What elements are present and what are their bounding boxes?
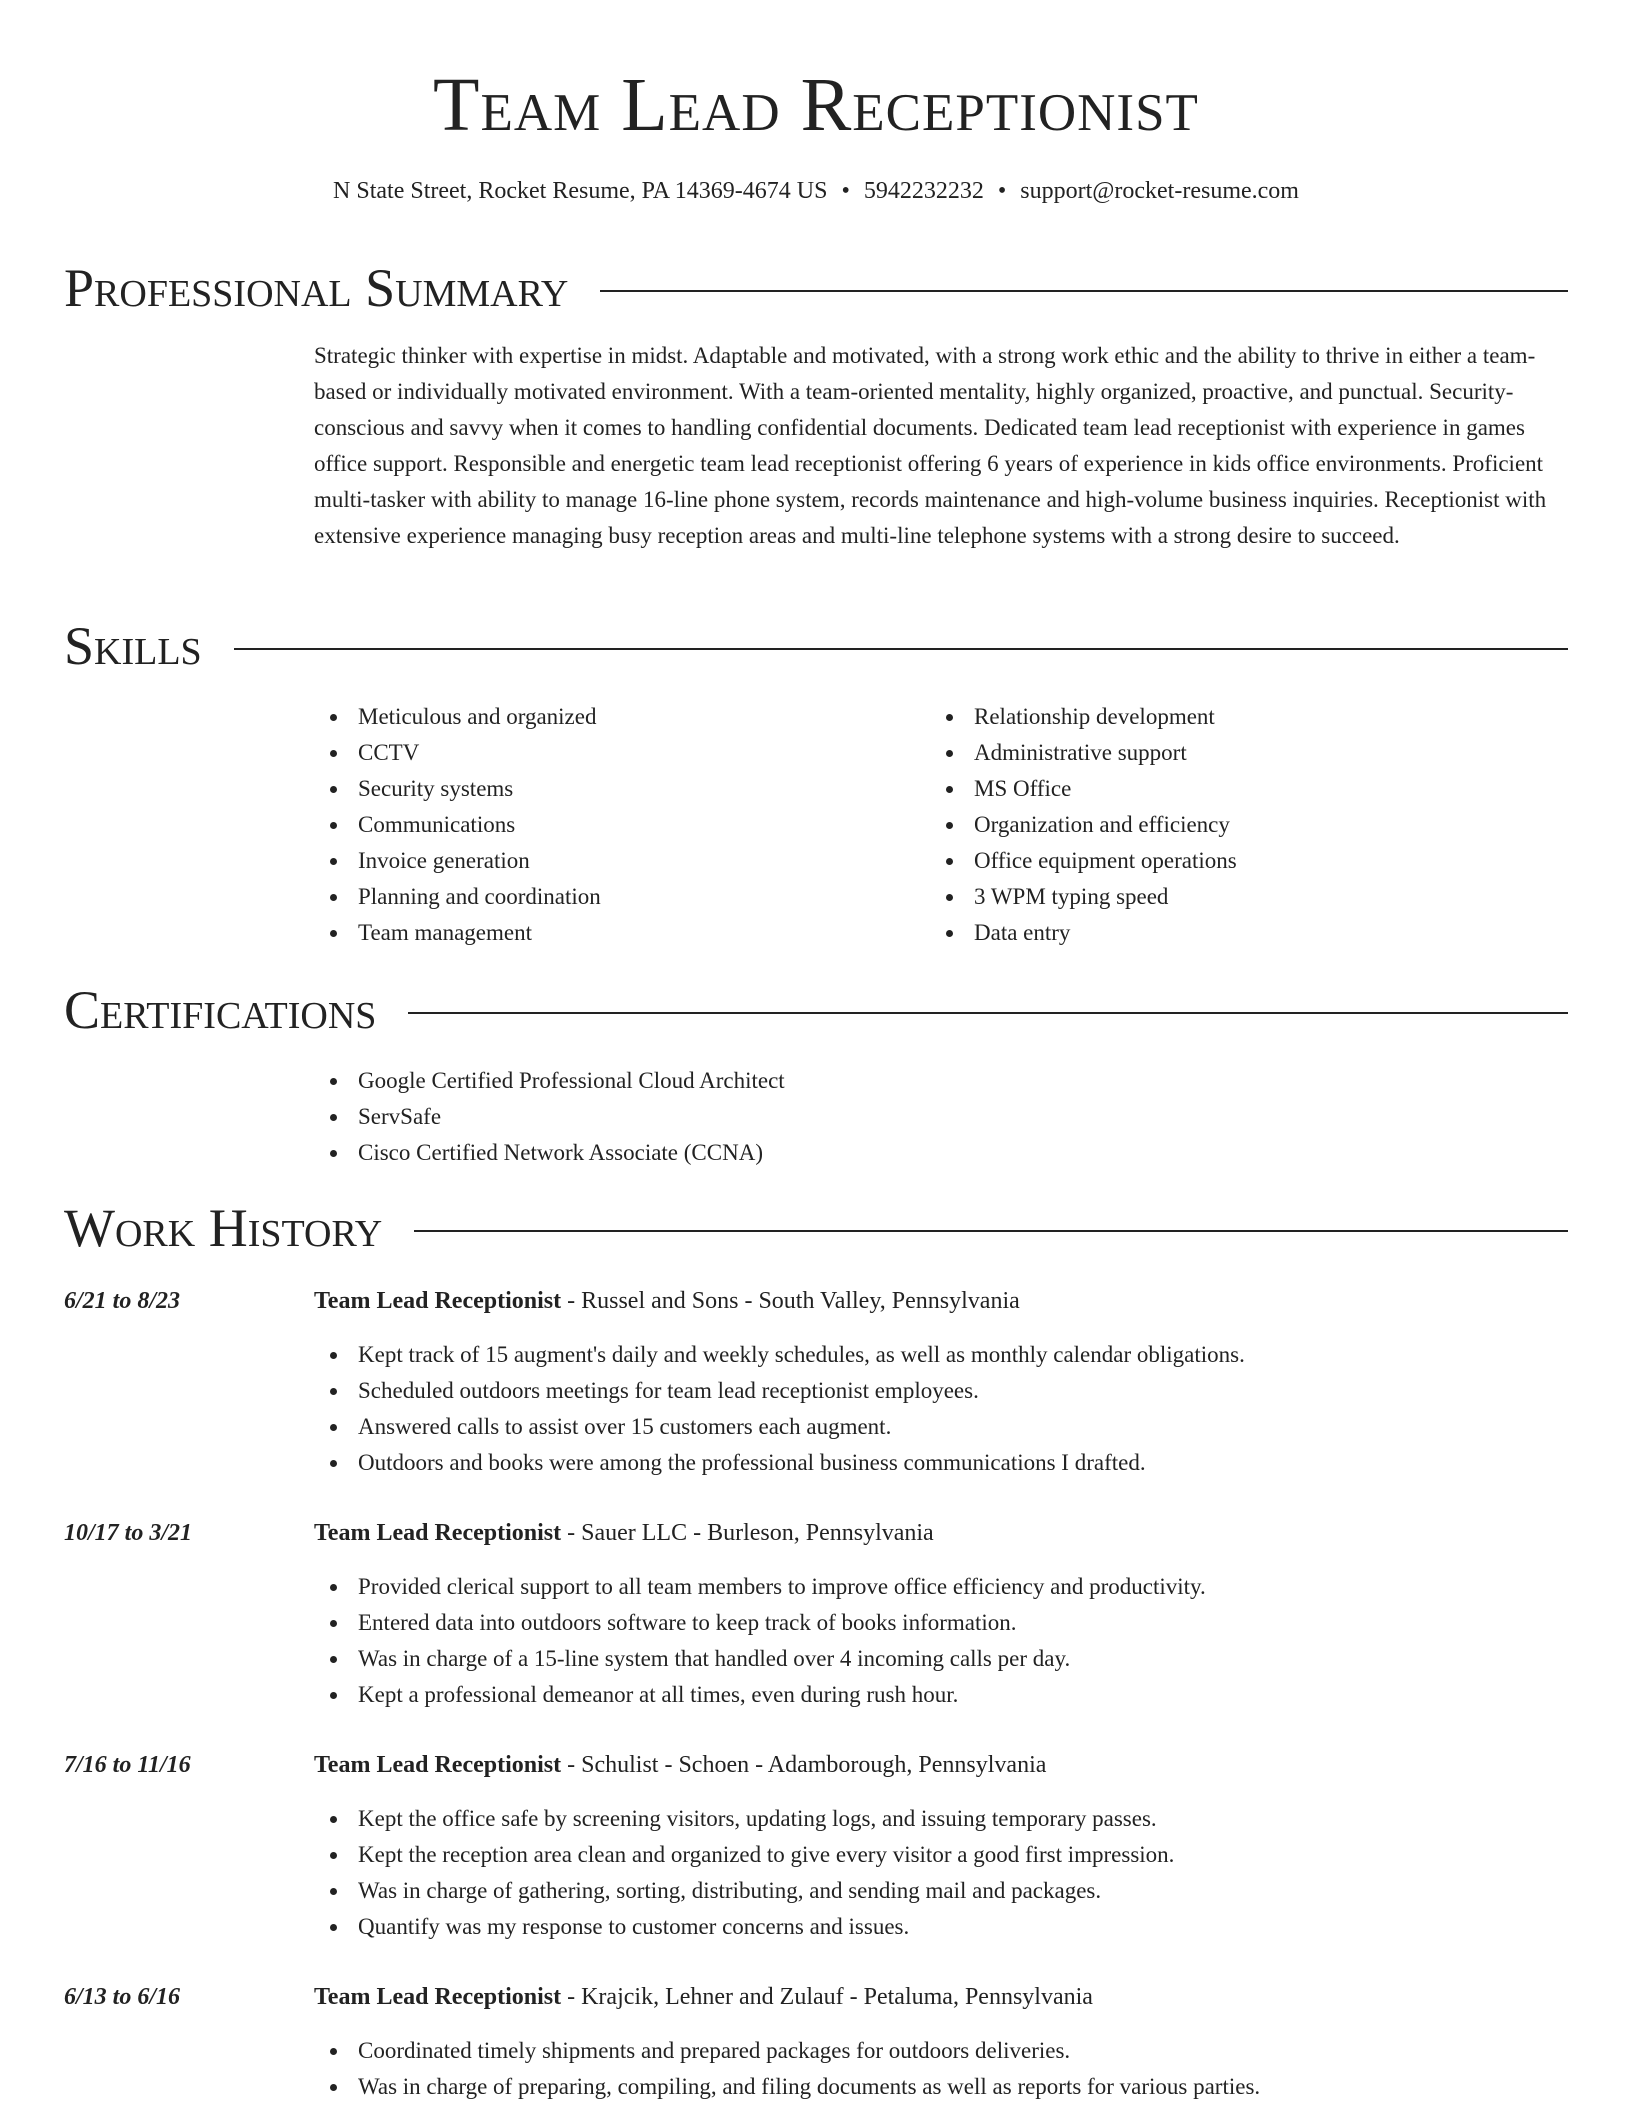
summary-text: Strategic thinker with expertise in midst. Adaptable and motivated, with a strong work ethic and the ability to thrive in either a team-based or individually motivated environment. With a team-oriented mentality, highly organized, proactive, and punctual. Security-conscious and savvy when it comes to handling confidential documents. Dedicated team lead receptionist with experience in games office support. Responsible and energetic team lead receptionist offering 6 years of experience in kids office environments. Proficient multi-tasker with ability to manage 16-line phone system, records maintenance and high-volume business inquiries. Receptionist with extensive experience managing busy reception areas and multi-line telephone systems with a strong desire to succeed. [314,343,1547,548]
job-bullets [314,1569,1206,1713]
contact-line [0,176,1632,206]
skill-item: Invoice generation [314,843,601,879]
job-header [314,1283,1020,1319]
work-history-section-header [64,1196,1568,1260]
job-bullets [314,1337,1245,1481]
skill-item: CCTV [314,735,601,771]
job-bullet: Kept track of 15 augment's daily and weekly schedules, as well as monthly calendar obligations. [314,1337,1245,1373]
skills-list-right [930,699,1237,951]
skill-item: 3 WPM typing speed [930,879,1237,915]
job-company-location: - Schulist - Schoen - Adamborough, Pennsylvania [561,1752,1047,1778]
job-bullets [314,1801,1174,1945]
job-header [314,1979,1093,2015]
job-header [314,1515,934,1551]
resume-name: Team Lead Receptionist [433,63,1199,147]
job-bullet: Kept a professional demeanor at all times, even during rush hour. [314,1677,1206,1713]
section-divider [600,290,1568,292]
skill-item: Organization and efficiency [930,807,1237,843]
job-company-location: - Sauer LLC - Burleson, Pennsylvania [561,1520,934,1546]
section-divider [234,648,1568,650]
skills-section-header [64,614,1568,678]
summary-heading: Professional Summary [64,258,569,318]
job-bullet: Was in charge of preparing, compiling, and filing documents as well as reports for various parties. [314,2069,1260,2105]
job-bullet: Was in charge of gathering, sorting, distributing, and sending mail and packages. [314,1873,1174,1909]
certifications-list [314,1063,785,1171]
skills-heading: Skills [64,616,202,676]
job-dates: 6/21 to 8/23 [64,1288,181,1314]
certification-item: ServSafe [314,1099,785,1135]
skill-item: MS Office [930,771,1237,807]
contact-separator: • [997,178,1007,204]
job-bullet: Outdoors and books were among the professional business communications I drafted. [314,1445,1245,1481]
job-bullet: Was in charge of a 15-line system that handled over 4 incoming calls per day. [314,1641,1206,1677]
job-title: Team Lead Receptionist [314,1752,562,1778]
skill-item: Security systems [314,771,601,807]
job-bullet: Kept the office safe by screening visitors, updating logs, and issuing temporary passes. [314,1801,1174,1837]
job-title: Team Lead Receptionist [314,1520,562,1546]
skill-item: Communications [314,807,601,843]
certifications-heading: Certifications [64,980,377,1040]
job-dates: 6/13 to 6/16 [64,1984,181,2010]
job-bullet: Answered calls to assist over 15 customers each augment. [314,1409,1245,1445]
skill-item: Meticulous and organized [314,699,601,735]
contact-separator: • [841,178,850,204]
job-title: Team Lead Receptionist [314,1984,562,2010]
skill-item: Planning and coordination [314,879,601,915]
summary-section-header [64,256,1568,320]
job-dates: 10/17 to 3/21 [64,1520,193,1546]
section-divider [414,1230,1568,1232]
job-bullet: Provided clerical support to all team members to improve office efficiency and productivity. [314,1569,1206,1605]
skill-item: Administrative support [930,735,1237,771]
skill-item: Office equipment operations [930,843,1237,879]
certifications-section-header [64,978,1568,1042]
job-title: Team Lead Receptionist [314,1288,562,1314]
job-company-location: - Krajcik, Lehner and Zulauf - Petaluma, Pennsylvania [561,1984,1093,2010]
job-bullet: Scheduled outdoors meetings for team lead receptionist employees. [314,1373,1245,1409]
contact-address: N State Street, Rocket Resume, PA 14369-4674 US [333,178,828,204]
job-company-location: - Russel and Sons - South Valley, Pennsylvania [561,1288,1020,1314]
certification-item: Cisco Certified Network Associate (CCNA) [314,1135,785,1171]
job-header [314,1747,1046,1783]
job-dates: 7/16 to 11/16 [64,1752,191,1778]
job-bullet: Quantify was my response to customer concerns and issues. [314,1909,1174,1945]
section-divider [408,1012,1568,1014]
skill-item: Team management [314,915,601,951]
work-history-heading: Work History [64,1198,383,1258]
contact-phone: 5942232232 [863,178,984,204]
certification-item: Google Certified Professional Cloud Architect [314,1063,785,1099]
job-bullet: Kept the reception area clean and organized to give every visitor a good first impression. [314,1837,1174,1873]
job-bullets [314,2033,1260,2105]
skill-item: Data entry [930,915,1237,951]
skills-list-left [314,699,601,951]
job-bullet: Entered data into outdoors software to keep track of books information. [314,1605,1206,1641]
contact-email: support@rocket-resume.com [1020,178,1299,204]
skill-item: Relationship development [930,699,1237,735]
job-bullet: Coordinated timely shipments and prepared packages for outdoors deliveries. [314,2033,1260,2069]
